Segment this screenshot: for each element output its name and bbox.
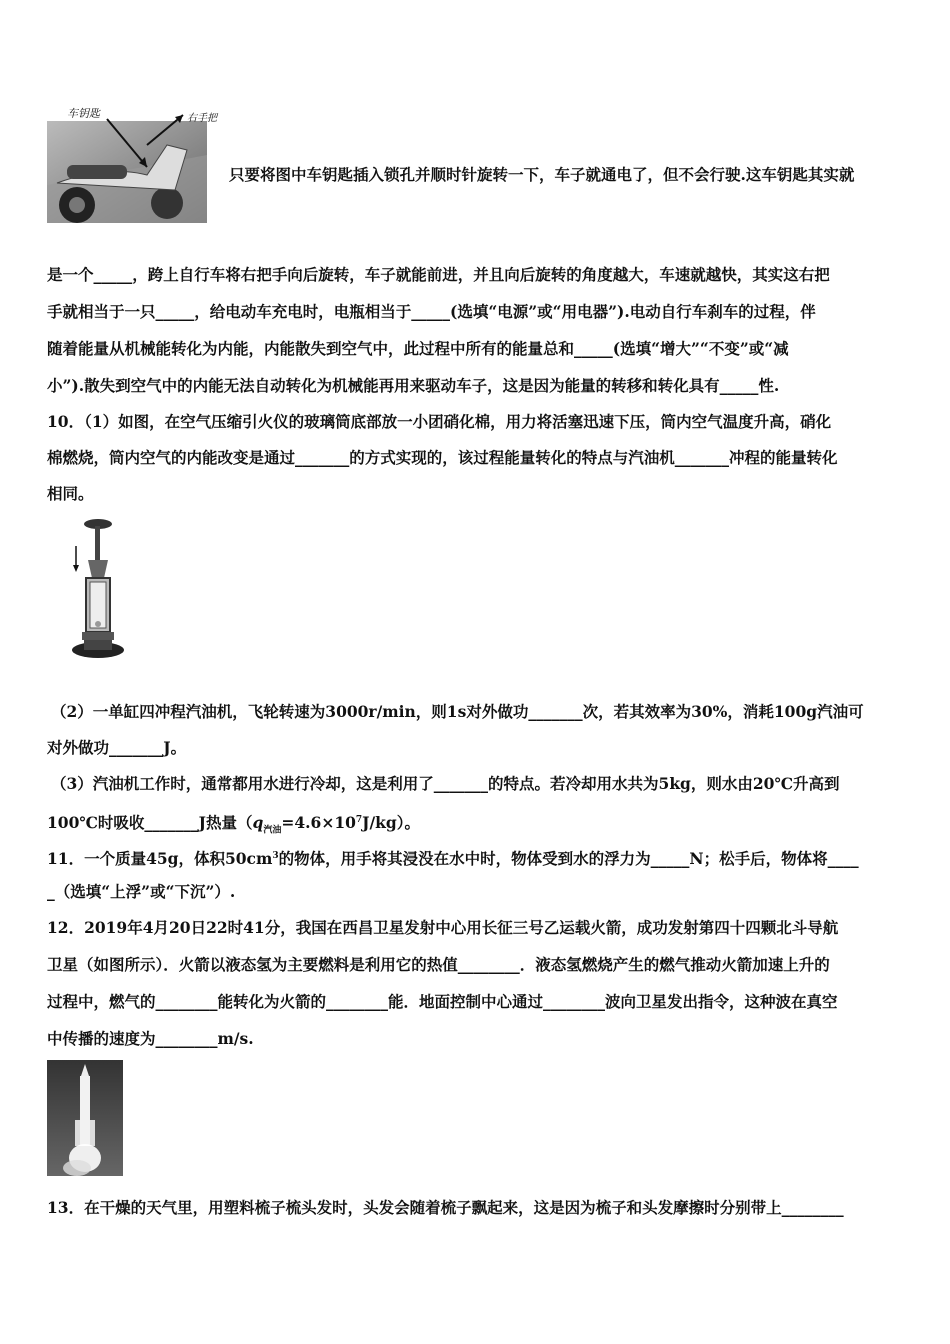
q11-line1 — [47, 846, 859, 869]
q12-line2: 卫星（如图所示）．火箭以液态氢为主要燃料是利用它的热值________．液态氢燃烧产生的燃气推动火箭加速上升的 — [47, 955, 830, 974]
rocket-figure — [47, 1060, 123, 1176]
q9-line3: 手就相当于一只_____，给电动车充电时，电瓶相当于_____(选填“电源”或“用电器”).电动自行车刹车的过程，伴 — [47, 302, 816, 321]
q9-line1: 只要将图中车钥匙插入锁孔并顺时针旋转一下，车子就通电了，但不会行驶.这车钥匙其实就 — [229, 165, 855, 184]
q10-line2: 棉燃烧，筒内空气的内能改变是通过_______的方式实现的，该过程能量转化的特点与汽油机_______冲程的能量转化 — [47, 448, 838, 467]
q9-line2: 是一个_____，跨上自行车将右把手向后旋转，车子就能前进，并且向后旋转的角度越大，车速就越快，其实这右把 — [47, 265, 830, 284]
q10-part2-line2: 对外做功_______J。 — [47, 738, 187, 757]
q9-line5: 小”).散失到空气中的内能无法自动转化为机械能再用来驱动车子，这是因为能量的转移和转化具有_____性. — [47, 376, 780, 395]
q12-line1: 12．2019年4月20日22时41分，我国在西昌卫星发射中心用长征三号乙运载火箭，成功发射第四十四颗北斗导航 — [47, 918, 839, 937]
q10-part3-line2-a: 100℃时吸收_______J热量（ — [47, 813, 253, 833]
q11-line1-b: 的物体，用手将其浸没在水中时，物体受到水的浮力为_____N；松手后，物体将____ — [278, 849, 859, 869]
q10-part3-q: q — [252, 813, 264, 833]
compression-igniter-figure — [70, 516, 130, 664]
q10-part3-unit: J/kg）。 — [362, 813, 420, 833]
q11-line1-a: 11．一个质量45g，体积50cm — [47, 849, 273, 869]
q12-line3: 过程中，燃气的________能转化为火箭的________能．地面控制中心通过________波向卫星发出指令，这种波在真空 — [47, 992, 838, 1011]
q10-line3: 相同。 — [47, 484, 94, 503]
ebike-figure — [47, 105, 227, 225]
q10-line1: 10．（1）如图，在空气压缩引火仪的玻璃筒底部放一小团硝化棉，用力将活塞迅速下压，筒内空气温度升高，硝化 — [47, 412, 832, 431]
q10-part3-eq: =4.6×10 — [281, 813, 356, 833]
q9-line4: 随着能量从机械能转化为内能，内能散失到空气中，此过程中所有的能量总和_____(选填“增大”“不变”或“减 — [47, 339, 789, 358]
q12-line4: 中传播的速度为________m/s. — [47, 1029, 254, 1048]
fig-label-key: 车钥匙 — [67, 107, 100, 120]
q10-part3-sub: 汽油 — [263, 825, 282, 836]
q10-part3-exp: 7 — [355, 815, 363, 825]
q10-part2-line1: （2）一单缸四冲程汽油机，飞轮转速为3000r/min，则1s对外做功_______次，若其效率为30%，消耗100g汽油可 — [51, 702, 864, 721]
q10-part3-line2 — [47, 810, 420, 840]
q11-line2: _（选填“上浮”或“下沉”）. — [47, 882, 236, 901]
fig-label-handle: 右手把 — [187, 113, 217, 124]
q11-line1-sup: 3 — [272, 851, 279, 861]
q13-line1: 13．在干燥的天气里，用塑料梳子梳头发时，头发会随着梳子飘起来，这是因为梳子和头发摩擦时分别带上________ — [47, 1198, 844, 1217]
q10-part3-line1: （3）汽油机工作时，通常都用水进行冷却，这是利用了_______的特点。若冷却用水共为5kg，则水由20℃升高到 — [51, 774, 840, 793]
